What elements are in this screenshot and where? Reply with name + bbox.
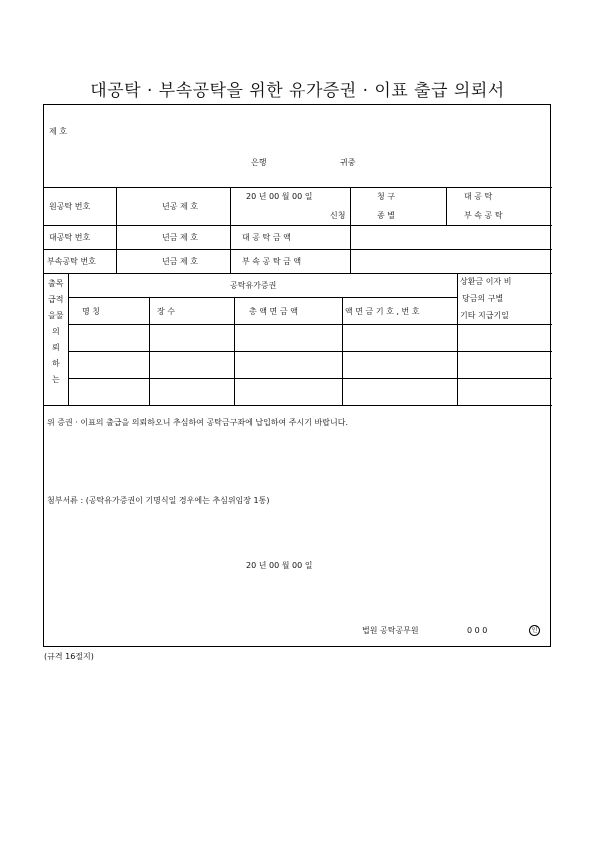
side-label: 뢰 — [52, 343, 60, 352]
row2-label: 대공탁 번호 — [49, 233, 91, 242]
col-header-name: 명 칭 — [82, 307, 100, 316]
seal-icon: 인 — [529, 625, 540, 636]
row1-date: 20 년 00 월 00 일 — [246, 192, 313, 201]
bank-label: 은행 — [251, 158, 267, 167]
col-header-count: 장 수 — [157, 307, 175, 316]
row-line — [68, 351, 552, 352]
col-header-serial: 액 면 금 기 호 , 번 호 — [345, 307, 420, 316]
row3-year-no: 년금 제 호 — [162, 257, 198, 266]
col-line — [457, 273, 458, 405]
row-line — [68, 378, 552, 379]
claim-type-line1: 청 구 — [377, 192, 395, 201]
claim-type-line2: 종 별 — [377, 211, 395, 220]
col-line — [342, 297, 343, 405]
row2-year-no: 년금 제 호 — [162, 233, 198, 242]
form-footer: (규격 16절지) — [44, 652, 94, 661]
col-line — [446, 187, 447, 225]
row1-apply: 신청 — [330, 211, 346, 220]
col-line — [230, 187, 231, 273]
side-label: 급적 — [48, 295, 64, 304]
seal-mark — [529, 625, 540, 636]
side-label: 출목 — [48, 279, 64, 288]
col-line — [350, 187, 351, 273]
right-header-line3: 기타 지급기일 — [460, 311, 509, 320]
row3-label: 부속공탁 번호 — [47, 257, 96, 266]
form-frame — [43, 104, 551, 647]
side-label: 의 — [52, 327, 60, 336]
attachments-text: 첨부서류 : (공탁유가증권이 기명식일 경우에는 추심위임장 1통) — [47, 496, 270, 505]
side-label: 하 — [52, 359, 60, 368]
row-line — [44, 249, 552, 250]
side-label: 을물 — [48, 311, 64, 320]
row-line — [68, 297, 457, 298]
side-label: 는 — [52, 375, 60, 384]
right-header-line1: 상환금 이자 비 — [460, 277, 512, 286]
claim-option-sub: 부 속 공 탁 — [464, 211, 503, 220]
row-line — [44, 273, 552, 274]
col-line — [116, 187, 117, 273]
row2-amount-label: 대 공 탁 금 액 — [242, 233, 291, 242]
row1-year-no: 년공 제 호 — [162, 202, 198, 211]
col-line — [68, 273, 69, 405]
col-line — [149, 297, 150, 405]
signer-label: 법원 공탁공무원 — [362, 626, 419, 635]
row-line — [44, 225, 552, 226]
col-header-total: 총 액 면 금 액 — [249, 307, 298, 316]
right-header-line2: 당금의 구별 — [462, 294, 504, 303]
request-text: 위 증권 · 이표의 출급을 의뢰하오니 추심하여 공탁금구좌에 납입하여 주시기 바랍니다. — [47, 418, 348, 427]
row-line — [44, 405, 552, 406]
col-line — [234, 297, 235, 405]
row-line — [68, 324, 552, 325]
form-title: 대공탁 · 부속공탁을 위한 유가증권 · 이표 출급 의뢰서 — [90, 81, 505, 101]
row3-amount-label: 부 속 공 탁 금 액 — [242, 257, 302, 266]
issue-date: 20 년 00 월 00 일 — [246, 561, 313, 570]
recipient-label: 귀중 — [340, 158, 356, 167]
row-line — [44, 187, 552, 188]
securities-header: 공탁유가증권 — [230, 281, 277, 290]
claim-option-main: 대 공 탁 — [464, 192, 493, 201]
row1-label: 원공탁 번호 — [49, 202, 91, 211]
signer-name: 0 0 0 — [467, 626, 488, 635]
doc-number: 제 호 — [49, 127, 67, 136]
